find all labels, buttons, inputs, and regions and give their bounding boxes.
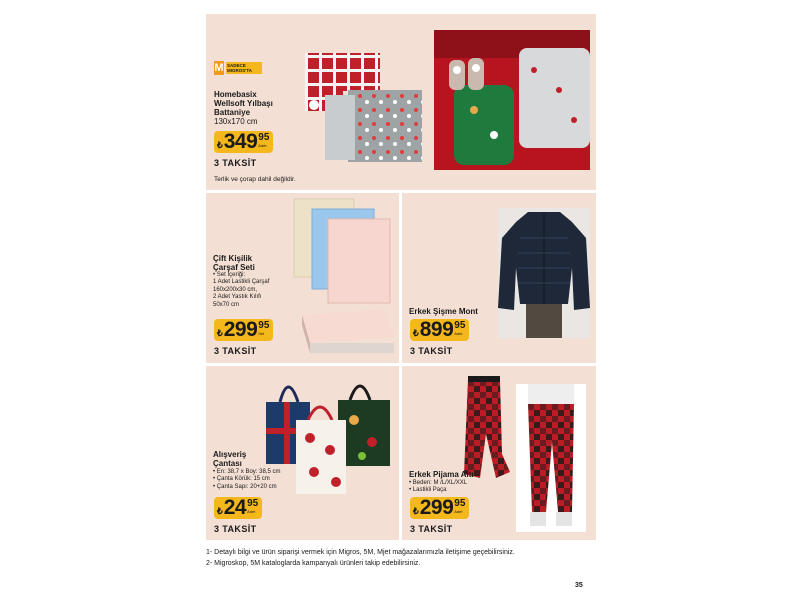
badge-text: SADECE MIGROS'TA xyxy=(226,62,262,74)
pajama-name: Erkek Pijama Altı xyxy=(409,470,474,479)
coat-name: Erkek Şişme Mont xyxy=(409,307,478,316)
sadece-migros-badge xyxy=(214,61,262,75)
sheet-product-image xyxy=(290,197,396,359)
sheet-details: • Set İçeriği: 1 Adet Lastikli Çarşaf 160x200x30 cm, 2 Adet Yastık Kılıfı 50x70 cm xyxy=(213,272,270,308)
sheet-taksit: 3 TAKSİT xyxy=(214,346,257,356)
pajama-product-image xyxy=(462,374,592,534)
footer-note-2: 2- Migroskop, 5M kataloglarda kampanyalı ürünleri takip edebilirsiniz. xyxy=(206,560,421,567)
bag-taksit: 3 TAKSİT xyxy=(214,524,257,534)
blanket-price-tag: ₺ 349 95 Adet xyxy=(214,131,273,153)
pajama-price-tag: ₺ 299 95 Adet xyxy=(410,497,469,519)
blanket-product-image xyxy=(300,50,430,170)
blanket-lifestyle-photo xyxy=(434,30,590,170)
sheet-price-tag: ₺ 299 95 Set xyxy=(214,319,273,341)
page-number: 35 xyxy=(575,582,583,589)
pajama-taksit: 3 TAKSİT xyxy=(410,524,453,534)
bag-details: • En: 38,7 x Boy: 38,5 cm • Çanta Körük: 15 cm • Çanta Sapı: 20+20 cm xyxy=(213,469,281,490)
blanket-taksit: 3 TAKSİT xyxy=(214,158,257,168)
blanket-name: Homebasix Wellsoft Yılbaşı Battaniye 130x170 cm xyxy=(214,90,273,126)
migros-logo-icon: M xyxy=(214,62,224,74)
blanket-note: Terlik ve çorap dahil değildir. xyxy=(214,176,296,183)
coat-product-image xyxy=(498,208,590,338)
bag-price-tag: ₺ 24 95 Adet xyxy=(214,497,262,519)
coat-taksit: 3 TAKSİT xyxy=(410,346,453,356)
coat-price-tag: ₺ 899 95 Adet xyxy=(410,319,469,341)
footer-note-1: 1- Detaylı bilgi ve ürün siparişi vermek için Migros, 5M, Mjet mağazalarımızla iletişime geçebilirsiniz. xyxy=(206,549,515,556)
bag-product-image xyxy=(262,372,396,500)
pajama-details: • Beden: M /L/XL/XXL • Lastikli Paça xyxy=(409,480,468,494)
bag-name: Alışveriş Çantası xyxy=(213,450,247,468)
sheet-name: Çift Kişilik Çarşaf Seti xyxy=(213,254,255,272)
